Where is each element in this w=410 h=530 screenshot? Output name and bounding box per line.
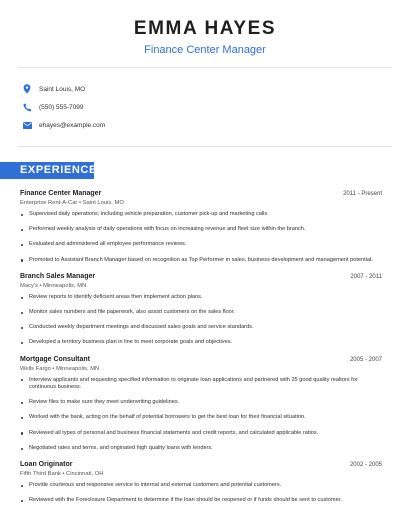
job-title: Branch Sales Manager: [20, 272, 96, 280]
job-bullet: Promoted to Assistant Branch Manager based on recognition as Top Performer in sales, business development and management potential.: [20, 257, 382, 265]
experience-list: [20, 189, 382, 512]
job-bullet: Developed a territory business plan in line to meet corporate goals and objectives.: [20, 339, 382, 347]
job-bullet: Supervised daily operations; including vehicle preparation, customer pick-up and marketing calls: [20, 211, 382, 219]
job-dates: 2011 - Present: [343, 191, 382, 197]
job-entry: [20, 355, 382, 453]
job-entry: [20, 189, 382, 264]
job-employer-location: Macy's • Minneapolis, MN: [20, 282, 87, 289]
job-title: Loan Originator: [20, 461, 73, 469]
job-employer-location: Wells Fargo • Minneapolis, MN: [20, 365, 100, 372]
resume-header: [0, 0, 410, 57]
contact-divider: [18, 146, 392, 147]
job-bullet: Evaluated and administered all employee performance reviews.: [20, 241, 382, 249]
email-icon: [22, 120, 32, 130]
job-bullet: Worked with the bank, acting on the behalf of potential borrowers to get the best loan for their financial situation.: [20, 414, 382, 422]
job-bullets: [20, 377, 382, 453]
job-entry: [20, 460, 382, 505]
contact-location-text: Saint Louis, MO: [39, 85, 86, 93]
job-bullets: [20, 211, 382, 264]
job-bullet: Interview applicants and requesting specified information to originate loan applications and partnered with 25 good quality realtors for continuous business.: [20, 377, 382, 392]
location-pin-icon: [22, 84, 32, 94]
job-bullet: Provide courteous and responsive service to internal and external customers and potential customers.: [20, 482, 382, 490]
contact-email-text: ehayes@example.com: [39, 121, 106, 129]
job-employer-location: Enterprise Rent-A-Car • Saint Louis, MO: [20, 200, 124, 206]
job-dates: 2007 - 2011: [350, 273, 382, 280]
job-bullets: [20, 294, 382, 347]
job-title: Mortgage Consultant: [20, 355, 90, 363]
job-title: Finance Center Manager: [20, 190, 102, 197]
contact-phone: [22, 98, 105, 116]
job-bullet: Reviewed with the Foreclosure Department to determine if the loan should be reopened or if funds should be sent to customer.: [20, 497, 382, 505]
job-bullet: Conducted weekly department meetings and discussed sales goals and service standards.: [20, 324, 382, 332]
job-bullet: Negotiated rates and terms, and originated high quality loans with lenders.: [20, 445, 382, 453]
job-bullet: Monitor sales numbers and file paperwork, also assist customers on the sales floor.: [20, 309, 382, 317]
contact-list: [22, 80, 105, 134]
contact-location: [22, 80, 105, 98]
job-entry: [20, 272, 382, 347]
header-divider: [18, 67, 392, 68]
job-dates: 2005 - 2007: [349, 356, 382, 363]
job-bullets: [20, 482, 382, 505]
contact-phone-text: (550) 555-7099: [39, 103, 84, 111]
job-bullet: Performed weekly analysis of daily operations with focus on increasing revenue and fleet size within the branch.: [20, 226, 382, 234]
candidate-name: EMMA HAYES: [133, 18, 277, 39]
contact-email: [22, 116, 105, 134]
job-dates: 2002 - 2005: [349, 462, 382, 469]
candidate-title: Finance Center Manager: [144, 44, 266, 56]
phone-icon: [22, 102, 32, 112]
job-employer-location: Fifth Third Bank • Cincinnati, OH: [20, 471, 104, 478]
job-bullet: Reviewed all types of personal and business financial statements and credit reports, and calculated applicable ratios.: [20, 430, 382, 438]
job-bullet: Review files to make sure they meet underwriting guidelines.: [20, 399, 382, 407]
experience-section-title: EXPERIENCE: [20, 164, 97, 176]
job-bullet: Review reports to identify deficient areas then implement action plans.: [20, 294, 382, 302]
